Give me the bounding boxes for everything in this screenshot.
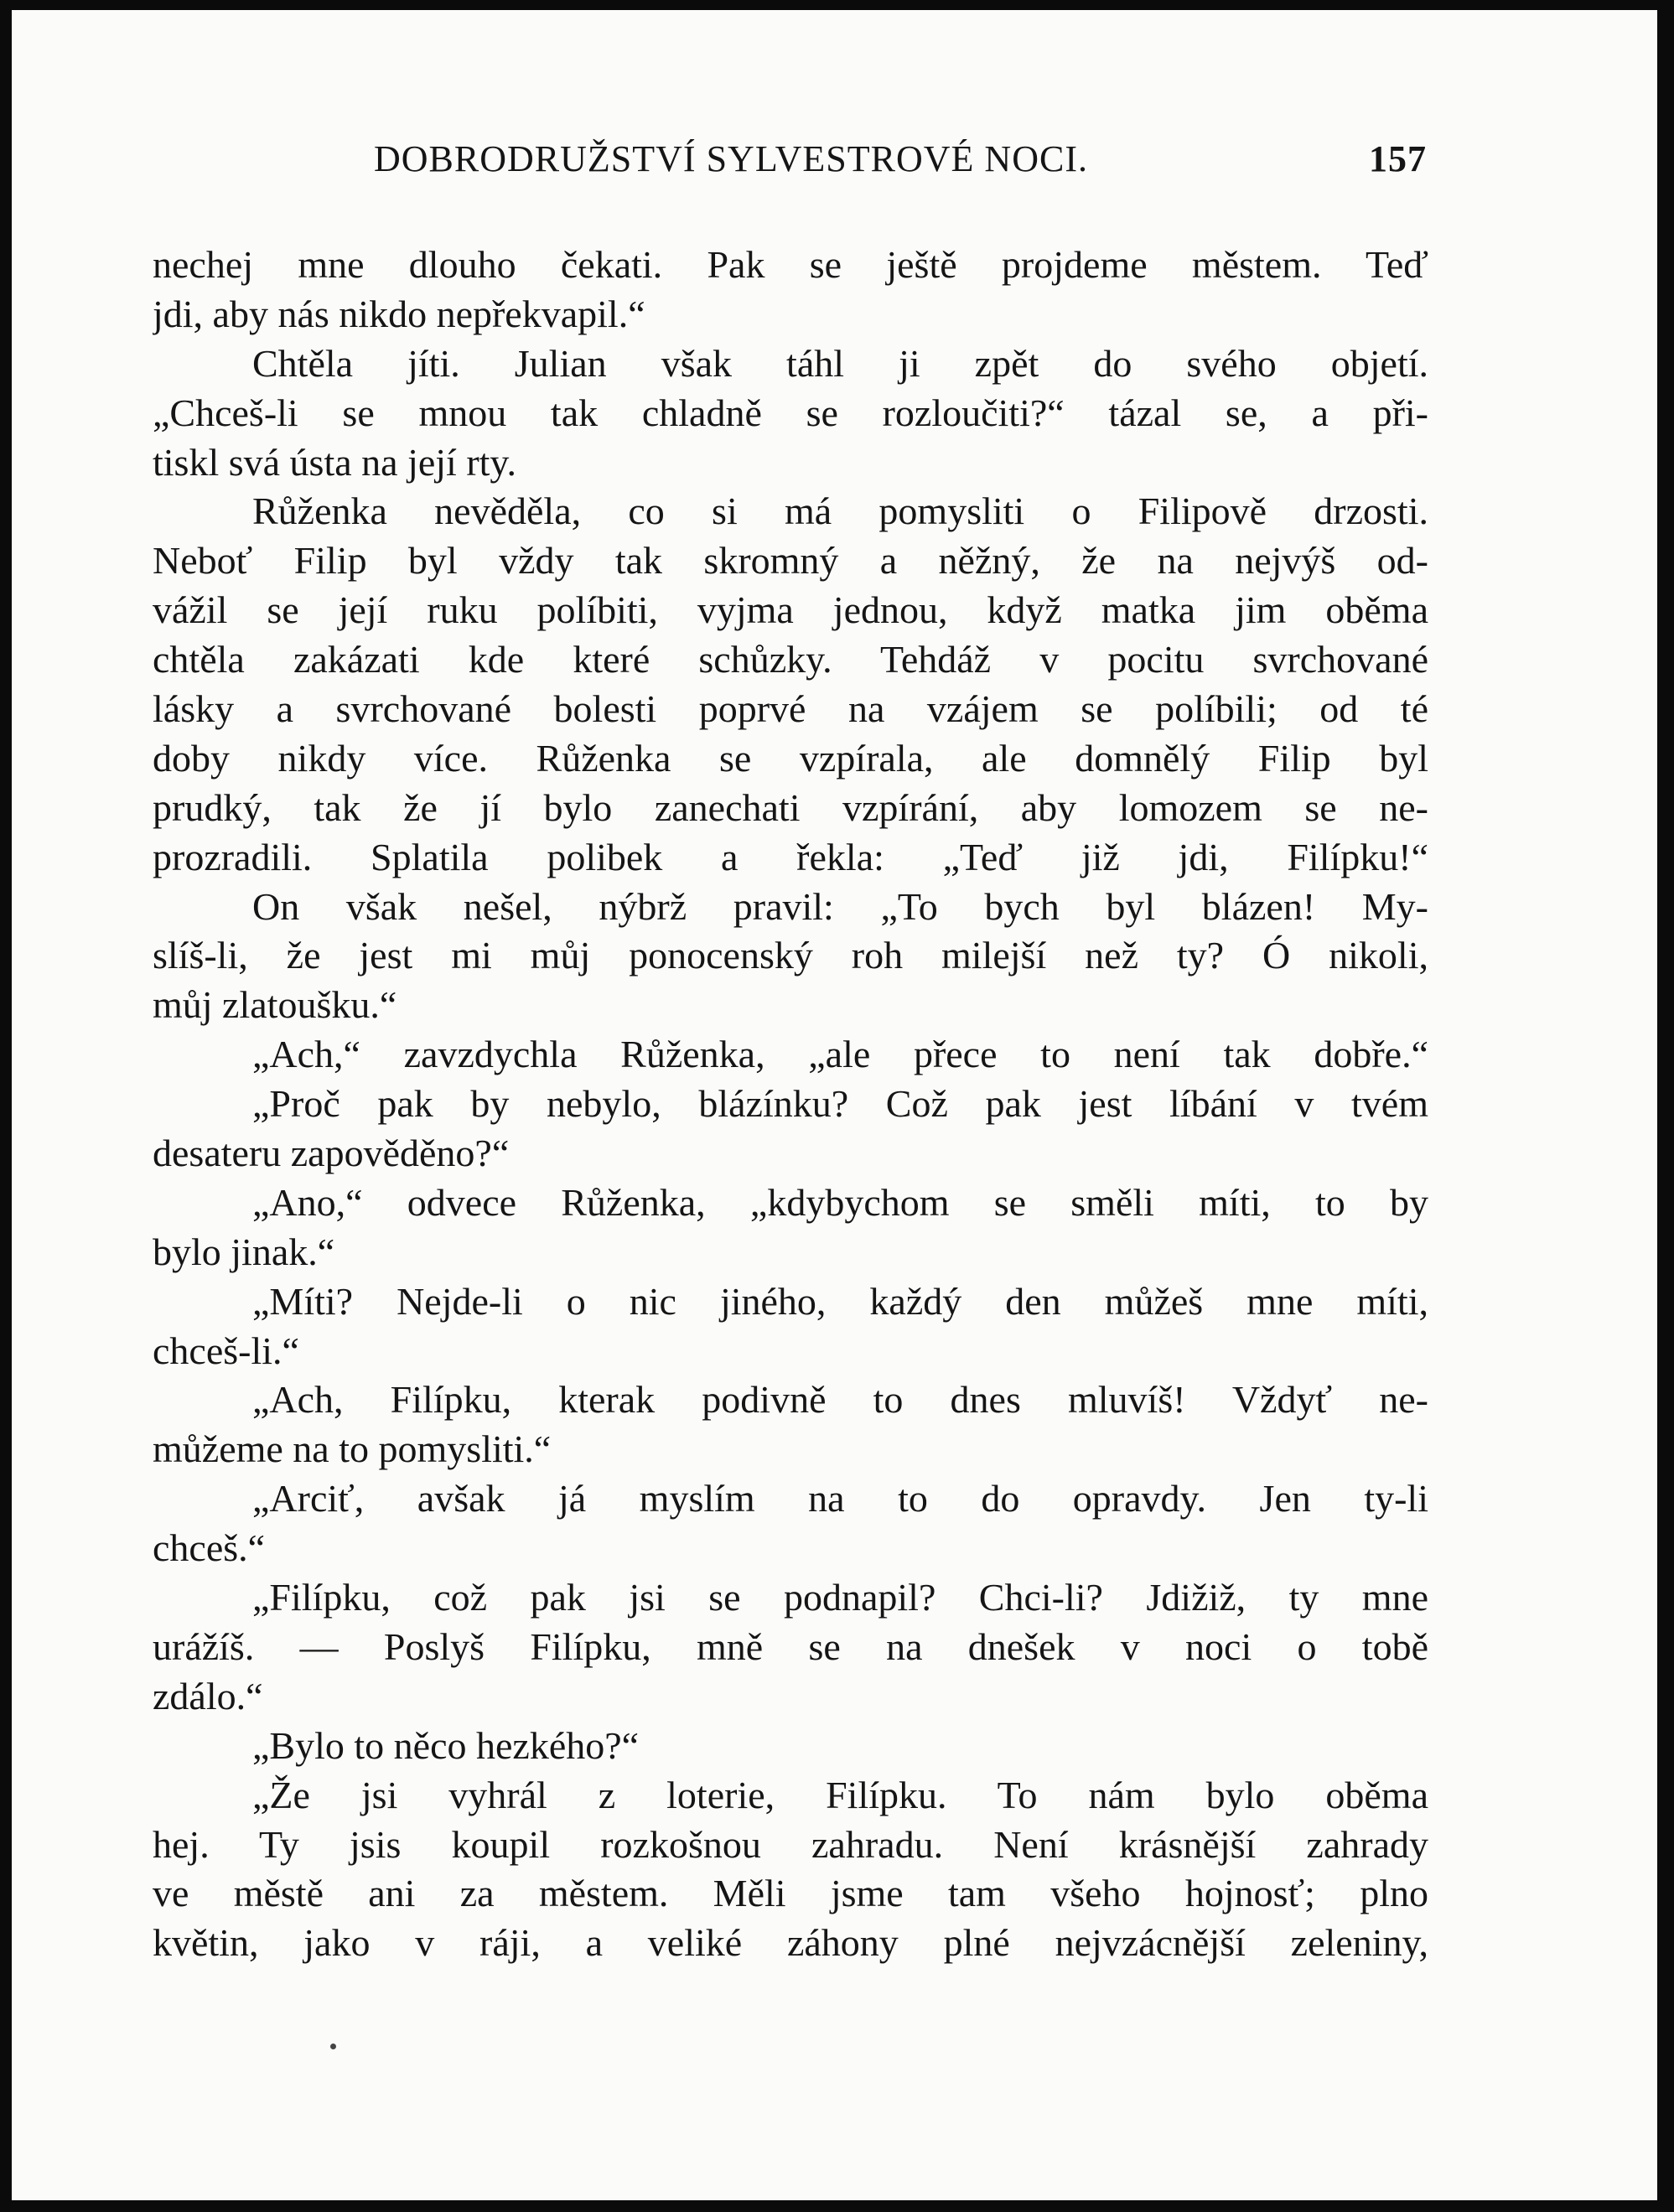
- text-line: můj zlatoušku.“: [153, 983, 397, 1027]
- text-line: vážil se její ruku políbiti, vyjma jednou, když matka jim oběma: [153, 588, 1428, 632]
- text-line: bylo jinak.“: [153, 1230, 335, 1273]
- text-line: prozradili. Splatila polibek a řekla: „Teď již jdi, Filípku!“: [153, 835, 1428, 878]
- text-line: květin, jako v ráji, a veliké záhony plné nejvzácnější zeleniny,: [153, 1921, 1428, 1965]
- text-line: doby nikdy více. Růženka se vzpírala, ale domnělý Filip byl: [153, 736, 1428, 780]
- text-line: Růženka nevěděla, co si má pomysliti o Filipově drzosti.: [252, 490, 1428, 533]
- text-line: „Arciť, avšak já myslím na to do opravdy. Jen ty-li: [252, 1477, 1428, 1520]
- text-line: zdálo.“: [153, 1674, 263, 1717]
- text-line: „Ach, Filípku, kterak podivně to dnes mluvíš! Vždyť ne-: [252, 1378, 1428, 1422]
- text-line: chtěla zakázati kde které schůzky. Tehdáž v pocitu svrchované: [153, 638, 1428, 681]
- text-line: „Bylo to něco hezkého?“: [252, 1723, 640, 1767]
- text-line: lásky a svrchované bolesti poprvé na vzájem se políbili; od té: [153, 687, 1428, 731]
- text-line: „Ach,“ zavzdychla Růženka, „ale přece to není tak dobře.“: [252, 1033, 1428, 1076]
- text-line: Neboť Filip byl vždy tak skromný a něžný, že na nejvýš od-: [153, 539, 1428, 583]
- page-number: 157: [1369, 138, 1427, 179]
- scan-speck: [330, 2044, 336, 2049]
- text-line: tiskl svá ústa na její rty.: [153, 440, 516, 484]
- scan-border-left: [0, 0, 12, 2212]
- text-line: chceš.“: [153, 1526, 266, 1570]
- text-line: „Ano,“ odvece Růženka, „kdybychom se směli míti, to by: [252, 1180, 1428, 1224]
- scan-border-right: [1657, 0, 1674, 2212]
- text-line: slíš-li, že jest mi můj ponocenský roh milejší než ty? Ó nikoli,: [153, 934, 1428, 977]
- text-line: chceš-li.“: [153, 1329, 299, 1372]
- text-line: můžeme na to pomysliti.“: [153, 1427, 552, 1471]
- text-line: prudký, tak že jí bylo zanechati vzpírání, aby lomozem se ne-: [153, 785, 1428, 829]
- text-line: hej. Ty jsis koupil rozkošnou zahradu. Není krásnější zahrady: [153, 1822, 1428, 1866]
- text-line: „Že jsi vyhrál z loterie, Filípku. To nám bylo oběma: [252, 1773, 1428, 1816]
- text-line: Chtěla jíti. Julian však táhl ji zpět do svého objetí.: [252, 341, 1428, 385]
- scan-border-top: [0, 0, 1674, 10]
- text-line: „Chceš-li se mnou tak chladně se rozloučiti?“ tázal se, a při-: [153, 391, 1428, 434]
- text-line: ve městě ani za městem. Měli jsme tam všeho hojnosť; plno: [153, 1872, 1428, 1915]
- running-title: DOBRODRUŽSTVÍ SYLVESTROVÉ NOCI.: [374, 138, 1088, 179]
- running-head: [374, 134, 1427, 184]
- text-line: urážíš. — Poslyš Filípku, mně se na dnešek v noci o tobě: [153, 1624, 1428, 1668]
- body-text: [153, 241, 1428, 1968]
- text-line: „Míti? Nejde-li o nic jiného, každý den můžeš mne míti,: [252, 1279, 1428, 1323]
- scan-border-bottom: [0, 2200, 1674, 2212]
- text-line: nechej mne dlouho čekati. Pak se ještě projdeme městem. Teď: [153, 243, 1428, 286]
- text-line: jdi, aby nás nikdo nepřekvapil.“: [153, 292, 645, 335]
- book-page: [12, 10, 1657, 2200]
- text-line: desateru zapověděno?“: [153, 1132, 510, 1175]
- text-line: „Proč pak by nebylo, blázínku? Což pak jest líbání v tvém: [252, 1082, 1428, 1126]
- text-line: On však nešel, nýbrž pravil: „To bych byl blázen! My-: [252, 884, 1428, 928]
- text-line: „Filípku, což pak jsi se podnapil? Chci-li? Jdižiž, ty mne: [252, 1576, 1428, 1619]
